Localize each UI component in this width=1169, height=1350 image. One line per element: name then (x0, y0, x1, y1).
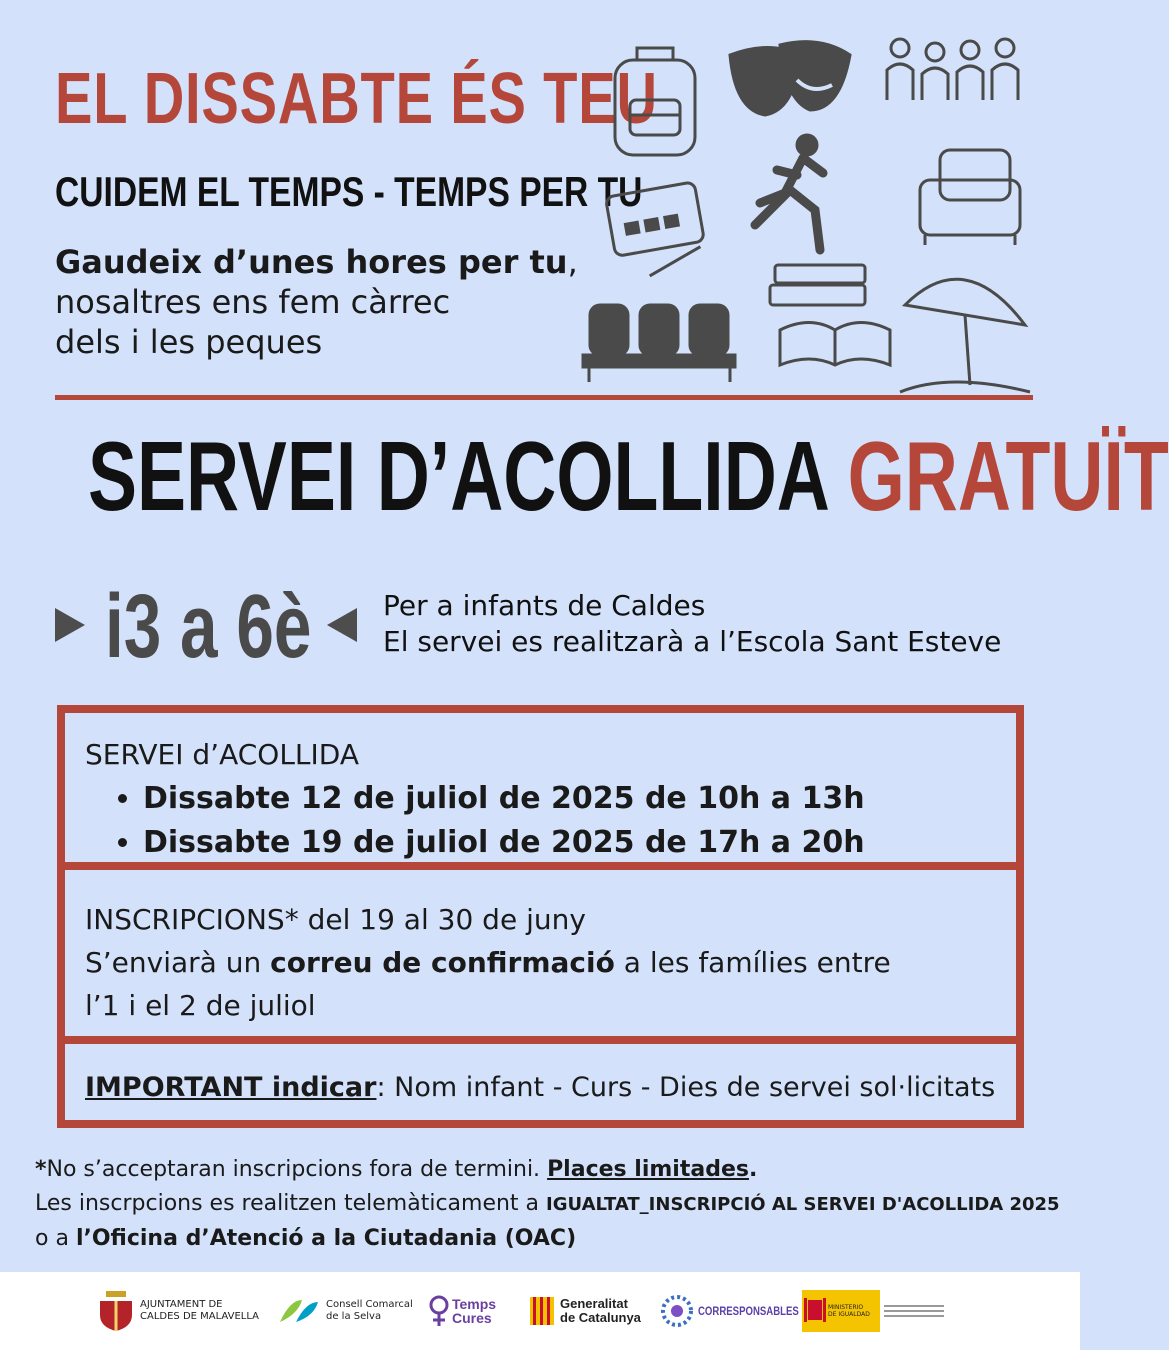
generalitat-line1: Generalitat (560, 1296, 628, 1311)
intro-line3: dels i les peques (55, 323, 323, 361)
runner-icon (755, 135, 823, 250)
logo-corresponsables (660, 1288, 824, 1334)
logo-temps-cures (428, 1288, 496, 1334)
notes-line2 (35, 1187, 1060, 1222)
confirmation-dates: l’1 i el 2 de juliol (85, 989, 316, 1022)
intro-bold: Gaudeix d’unes hores per tu (55, 243, 568, 281)
leisure-illustrations (575, 30, 1045, 400)
books-icon (770, 265, 890, 365)
tempscures-line1: Temps (452, 1296, 497, 1312)
main-title: EL DISSABTE ÉS TEU (55, 59, 658, 139)
important-label: IMPORTANT indicar (85, 1072, 377, 1103)
date-text: Dissabte 12 de juliol de 2025 de 10h a 13h (143, 781, 865, 816)
subtitle: CUIDEM EL TEMPS - TEMPS PER TU (55, 168, 643, 215)
ajuntament-line2: CALDES DE MALAVELLA (140, 1311, 259, 1322)
town-shield-icon (98, 1289, 134, 1333)
service-box-title: SERVEI d’ACOLLIDA (85, 738, 359, 771)
important-line (85, 1072, 1016, 1104)
corresponsables-star-icon (660, 1294, 694, 1328)
intro-text (55, 242, 578, 362)
info-line2: El servei es realitzarà a l’Escola Sant Esteve (383, 625, 1002, 658)
consell-leaf-icon (278, 1296, 320, 1326)
logo-generalitat (530, 1288, 641, 1334)
footer-logos (0, 1272, 1080, 1350)
heading-free: GRATUÏT (847, 421, 1169, 531)
service-dates-box (57, 705, 1024, 870)
generalitat-line2: de Catalunya (560, 1310, 641, 1325)
asterisk: * (35, 1157, 47, 1182)
theater-masks-icon (730, 42, 850, 115)
important-text: : Nom infant - Curs - Dies de servei sol·licitats (376, 1072, 996, 1103)
service-heading (88, 420, 1169, 533)
triangle-right-icon (55, 608, 85, 642)
confirmation-bold: correu de confirmació (270, 946, 615, 979)
ministerio-badge (802, 1290, 880, 1332)
list-item (143, 821, 1016, 865)
list-item (143, 777, 1016, 821)
divider (55, 395, 1033, 400)
paint-palette-icon (605, 182, 708, 281)
notes-line3 (35, 1222, 1060, 1256)
corresponsables-text: CORRESPONSABLES (698, 1304, 799, 1318)
registration-box (57, 862, 1024, 1044)
consell-line2: de la Selva (326, 1311, 382, 1322)
tempscures-line2: Cures (452, 1310, 492, 1326)
ajuntament-line1: AJUNTAMENT DE (140, 1299, 223, 1310)
senyera-icon (530, 1297, 554, 1325)
oac-office: l’Oficina d’Atenció a la Ciutadania (OAC) (75, 1226, 577, 1251)
ministerio-line2: DE IGUALDAD (828, 1311, 870, 1318)
spain-coat-of-arms-icon (802, 1294, 828, 1328)
limited-places: Places limitades (547, 1157, 749, 1182)
online-note: Les inscrpcions es realitzen telemàticament a (35, 1191, 547, 1216)
registration-confirmation (85, 941, 1016, 984)
registration-form-link[interactable]: IGUALTAT_INSCRIPCIÓ AL SERVEI D'ACOLLIDA 2025 (546, 1194, 1060, 1215)
service-date-list (85, 777, 1016, 865)
oac-pre: o a (35, 1226, 76, 1251)
notes-line1 (35, 1153, 1060, 1187)
confirmation-post: a les famílies entre (614, 946, 891, 979)
triangle-left-icon (327, 608, 357, 642)
service-info (383, 588, 1001, 660)
cinema-seats-icon (583, 305, 735, 382)
ministerio-subtext-lines (884, 1302, 944, 1320)
consell-line1: Consell Comarcal (326, 1299, 413, 1310)
confirmation-pre: S’enviarà un (85, 946, 271, 979)
backpack-icon (615, 48, 695, 155)
venus-symbol-icon (428, 1294, 450, 1328)
intro-line2: nosaltres ens fem càrrec (55, 283, 451, 321)
age-range: i3 a 6è (105, 577, 312, 677)
logo-ajuntament (98, 1288, 259, 1334)
ministerio-line1: MINISTERIO (828, 1304, 864, 1311)
people-group-icon (887, 39, 1018, 100)
deadline-note: No s’acceptaran inscripcions fora de termini. (46, 1157, 548, 1182)
notes (35, 1153, 1060, 1256)
logo-ministerio-igualdad (802, 1288, 944, 1334)
heading-main: SERVEI D’ACOLLIDA (88, 421, 828, 531)
notes-period: . (748, 1157, 758, 1182)
important-box (57, 1036, 1024, 1128)
intro-comma: , (567, 243, 578, 281)
logo-consell-comarcal (278, 1288, 413, 1334)
date-text: Dissabte 19 de juliol de 2025 de 17h a 20h (143, 825, 865, 860)
beach-umbrella-icon (900, 279, 1030, 392)
registration-period: INSCRIPCIONS* del 19 al 30 de juny (85, 903, 586, 936)
armchair-icon (920, 150, 1020, 245)
info-line1: Per a infants de Caldes (383, 589, 706, 622)
age-row (55, 576, 1045, 676)
